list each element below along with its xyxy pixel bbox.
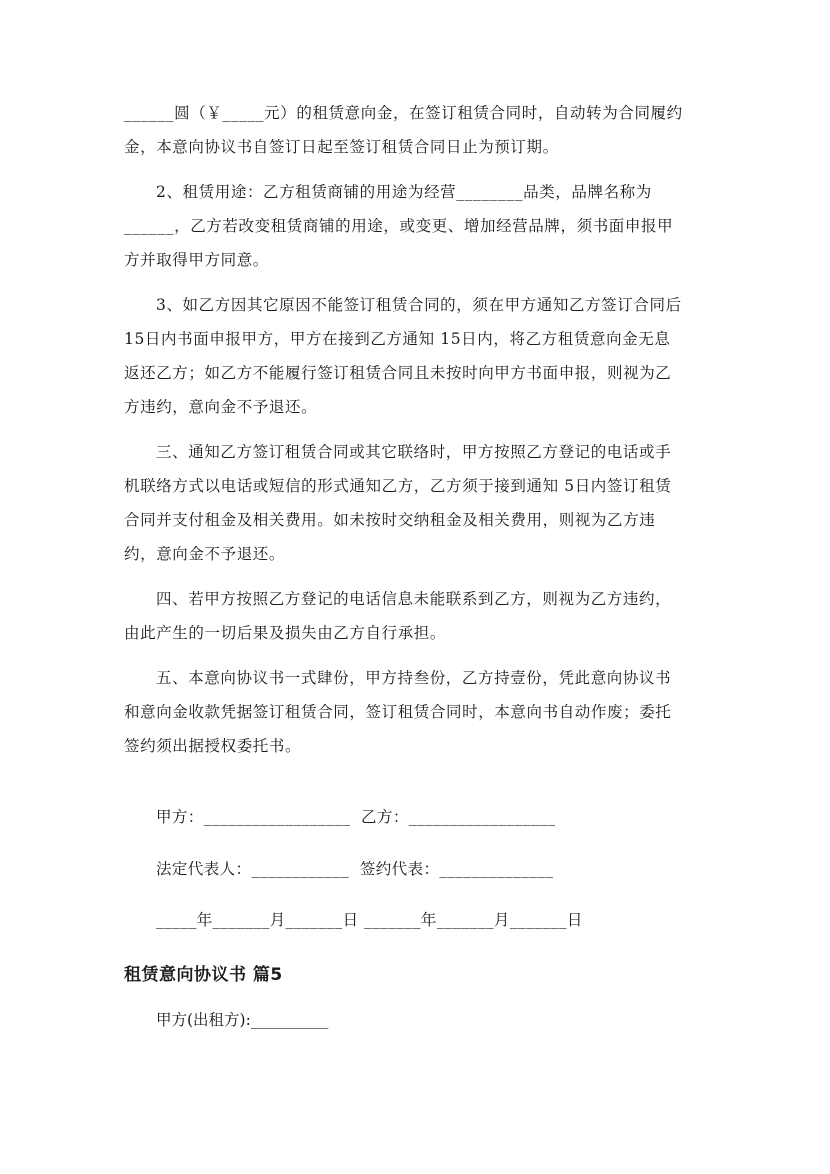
text-line: 四、若甲方按照乙方登记的电话信息未能联系到乙方，则视为乙方违约，	[156, 590, 672, 608]
text-line: 三、通知乙方签订租赁合同或其它联络时，甲方按照乙方登记的电话或手	[156, 443, 672, 461]
signature-parties: 甲方：__________________ 乙方：__________________	[156, 808, 556, 826]
signature-dates: _____年_______月_______日 _______年_______月_______日	[156, 911, 583, 929]
paragraph-deposit	[124, 96, 714, 164]
paragraph-copies	[124, 661, 714, 763]
section-heading: 租赁意向协议书 篇5	[124, 965, 283, 985]
text-line: 方违约，意向金不予退还。	[124, 398, 318, 416]
paragraph-contact-failure	[124, 582, 714, 650]
paragraph-refund	[124, 288, 714, 424]
paragraph-notification	[124, 435, 714, 571]
text-line: 3、如乙方因其它原因不能签订租赁合同的，须在甲方通知乙方签订合同后	[156, 296, 682, 314]
text-line: ______圆（￥_____元）的租赁意向金，在签订租赁合同时，自动转为合同履约	[124, 104, 683, 122]
text-line: 机联络方式以电话或短信的形式通知乙方，乙方须于接到通知 5日内签订租赁	[124, 477, 672, 495]
text-line: 和意向金收款凭据签订租赁合同，签订租赁合同时，本意向书自动作废；委托	[124, 703, 672, 721]
lessor-line: 甲方(出租方):__________	[156, 1011, 329, 1029]
text-line: 方并取得甲方同意。	[124, 251, 269, 269]
document-body	[124, 96, 714, 774]
text-line: 金，本意向协议书自签订日起至签订租赁合同日止为预订期。	[124, 138, 559, 156]
text-line: 合同并支付租金及相关费用。如未按时交纳租金及相关费用，则视为乙方违	[124, 511, 656, 529]
paragraph-usage	[124, 175, 714, 277]
text-line: 15日内书面申报甲方，甲方在接到乙方通知 15日内，将乙方租赁意向金无息	[124, 330, 671, 348]
text-line: 返还乙方；如乙方不能履行签订租赁合同且未按时向甲方书面申报，则视为乙	[124, 364, 672, 382]
signature-representatives: 法定代表人：____________ 签约代表：______________	[156, 860, 554, 878]
text-line: ______，乙方若改变租赁商铺的用途，或变更、增加经营品牌，须书面申报甲	[124, 217, 674, 235]
text-line: 2、租赁用途：乙方租赁商铺的用途为经营________品类，品牌名称为	[156, 183, 652, 201]
text-line: 五、本意向协议书一式肆份，甲方持叁份，乙方持壹份，凭此意向协议书	[156, 669, 672, 687]
text-line: 签约须出据授权委托书。	[124, 737, 302, 755]
text-line: 约，意向金不予退还。	[124, 545, 286, 563]
text-line: 由此产生的一切后果及损失由乙方自行承担。	[124, 624, 447, 642]
